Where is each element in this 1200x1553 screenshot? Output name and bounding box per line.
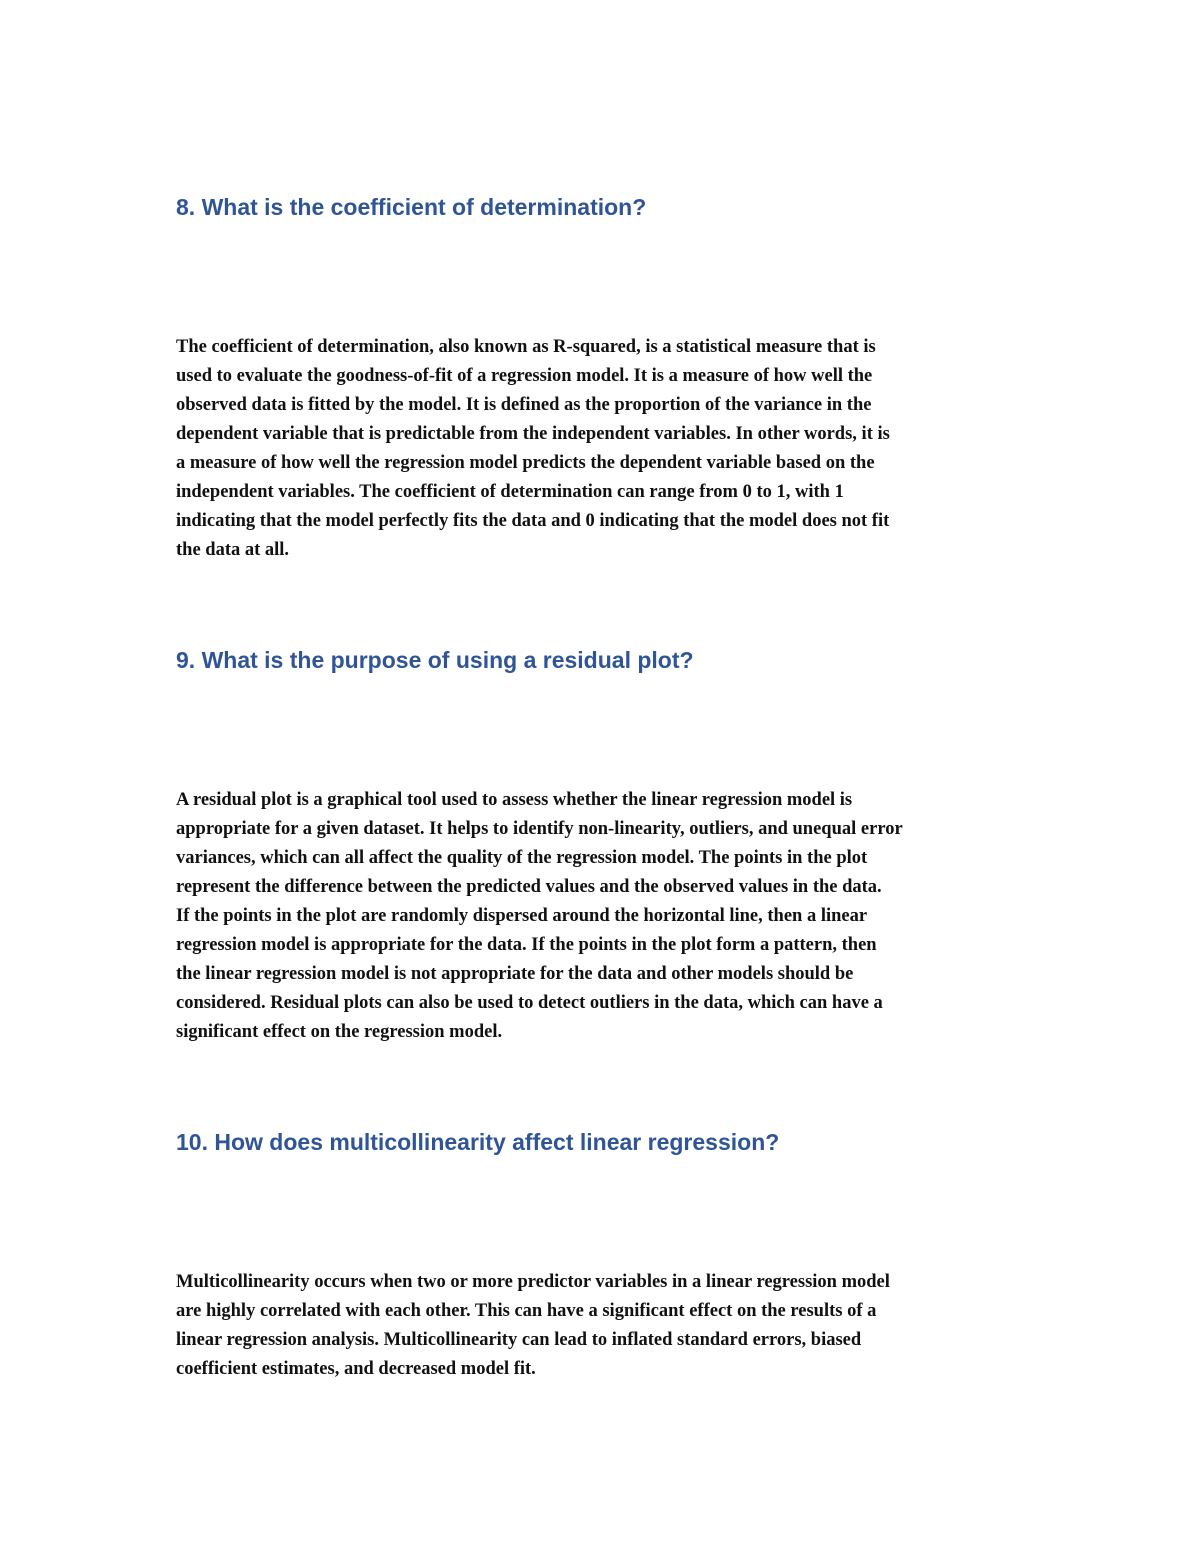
body-line: linear regression analysis. Multicollinearity can lead to inflated standard errors, biased bbox=[176, 1330, 862, 1350]
body-line: appropriate for a given dataset. It helps to identify non-linearity, outliers, and unequal error bbox=[176, 819, 903, 839]
body-line: significant effect on the regression model. bbox=[176, 1022, 503, 1042]
body-line: independent variables. The coefficient of determination can range from 0 to 1, with 1 bbox=[176, 482, 844, 502]
body-line: Multicollinearity occurs when two or more predictor variables in a linear regression model bbox=[176, 1272, 890, 1292]
body-line: considered. Residual plots can also be used to detect outliers in the data, which can have a bbox=[176, 993, 883, 1013]
body-line: dependent variable that is predictable from the independent variables. In other words, it is bbox=[176, 424, 890, 444]
section-body-10 bbox=[176, 1268, 1036, 1384]
section-body-9 bbox=[176, 786, 1036, 1047]
body-line: If the points in the plot are randomly dispersed around the horizontal line, then a linear bbox=[176, 906, 868, 926]
body-line: a measure of how well the regression model predicts the dependent variable based on the bbox=[176, 453, 875, 473]
body-line: The coefficient of determination, also known as R-squared, is a statistical measure that is bbox=[176, 337, 876, 357]
body-line: the linear regression model is not appropriate for the data and other models should be bbox=[176, 964, 854, 984]
body-line: used to evaluate the goodness-of-fit of a regression model. It is a measure of how well the bbox=[176, 366, 873, 386]
body-line: are highly correlated with each other. This can have a significant effect on the results of a bbox=[176, 1301, 877, 1321]
body-line: observed data is fitted by the model. It is defined as the proportion of the variance in the bbox=[176, 395, 872, 415]
body-line: variances, which can all affect the quality of the regression model. The points in the plot bbox=[176, 848, 868, 868]
body-line: the data at all. bbox=[176, 540, 290, 560]
body-line: coefficient estimates, and decreased model fit. bbox=[176, 1359, 536, 1379]
body-line: represent the difference between the predicted values and the observed values in the data. bbox=[176, 877, 882, 897]
section-heading-8: 8. What is the coefficient of determination? bbox=[176, 194, 647, 220]
body-line: indicating that the model perfectly fits the data and 0 indicating that the model does not fit bbox=[176, 511, 890, 531]
section-body-8 bbox=[176, 333, 1036, 565]
section-heading-9: 9. What is the purpose of using a residual plot? bbox=[176, 647, 694, 673]
body-line: A residual plot is a graphical tool used to assess whether the linear regression model is bbox=[176, 790, 853, 810]
body-line: regression model is appropriate for the data. If the points in the plot form a pattern, then bbox=[176, 935, 877, 955]
section-heading-10: 10. How does multicollinearity affect linear regression? bbox=[176, 1129, 780, 1155]
